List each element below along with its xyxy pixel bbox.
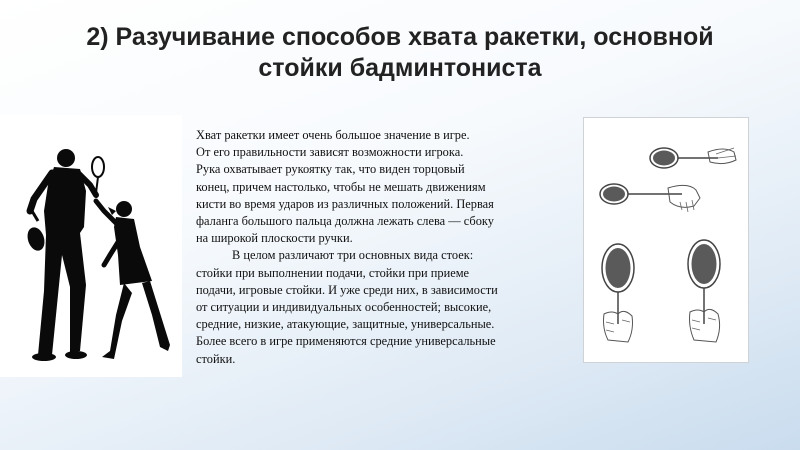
racket-vertical-right-icon: [688, 240, 720, 342]
slide-title-line-2: стойки бадминтониста: [258, 54, 542, 82]
badminton-players-silhouette-image: [0, 115, 182, 377]
silhouette-illustration: [0, 115, 182, 377]
body-text: [196, 127, 568, 368]
paragraph-grip-line: на широкой плоскости ручки.: [196, 231, 353, 246]
paragraph-stances-line: Более всего в игре применяются средние универсальные: [196, 334, 496, 349]
paragraph-stances-line: подачи, игровые стойки. И уже среди них, в зависимости: [196, 282, 498, 297]
paragraph-grip-line: фаланга большого пальца должна лежать слева — сбоку: [196, 214, 494, 229]
paragraph-grip-line: конец, причем настолько, чтобы не мешать движениям: [196, 179, 486, 194]
paragraph-grip-line: Рука охватывает рукоятку так, что виден торцовый: [196, 162, 465, 177]
paragraph-stances-line: В целом различают три основных вида стоек:: [232, 248, 474, 263]
grip-diagram: [584, 118, 748, 362]
paragraph-grip-line: кисти во время ударов из различных положений. Первая: [196, 196, 494, 211]
racket-horizontal-bottom-icon: [600, 184, 700, 212]
racket-grip-illustration-image: [583, 117, 749, 363]
paragraph-stances-line: средние, низкие, атакующие, защитные, универсальные.: [196, 317, 495, 332]
paragraph-stances: [196, 247, 568, 367]
racket-vertical-left-icon: [602, 244, 634, 342]
slide-title: [40, 22, 760, 84]
paragraph-grip-line: От его правильности зависят возможности игрока.: [196, 145, 464, 160]
slide-title-line-1: 2) Разучивание способов хвата ракетки, основной: [86, 23, 714, 51]
paragraph-grip-line: Хват ракетки имеет очень большое значение в игре.: [196, 128, 470, 142]
paragraph-stances-line: стойки.: [196, 351, 236, 366]
paragraph-stances-line: от ситуации и индивидуальных особенностей; высокие,: [196, 300, 492, 315]
paragraph-stances-line: стойки при выполнении подачи, стойки при приеме: [196, 265, 470, 280]
paragraph-grip: [196, 127, 568, 247]
racket-horizontal-top-icon: [650, 148, 736, 168]
